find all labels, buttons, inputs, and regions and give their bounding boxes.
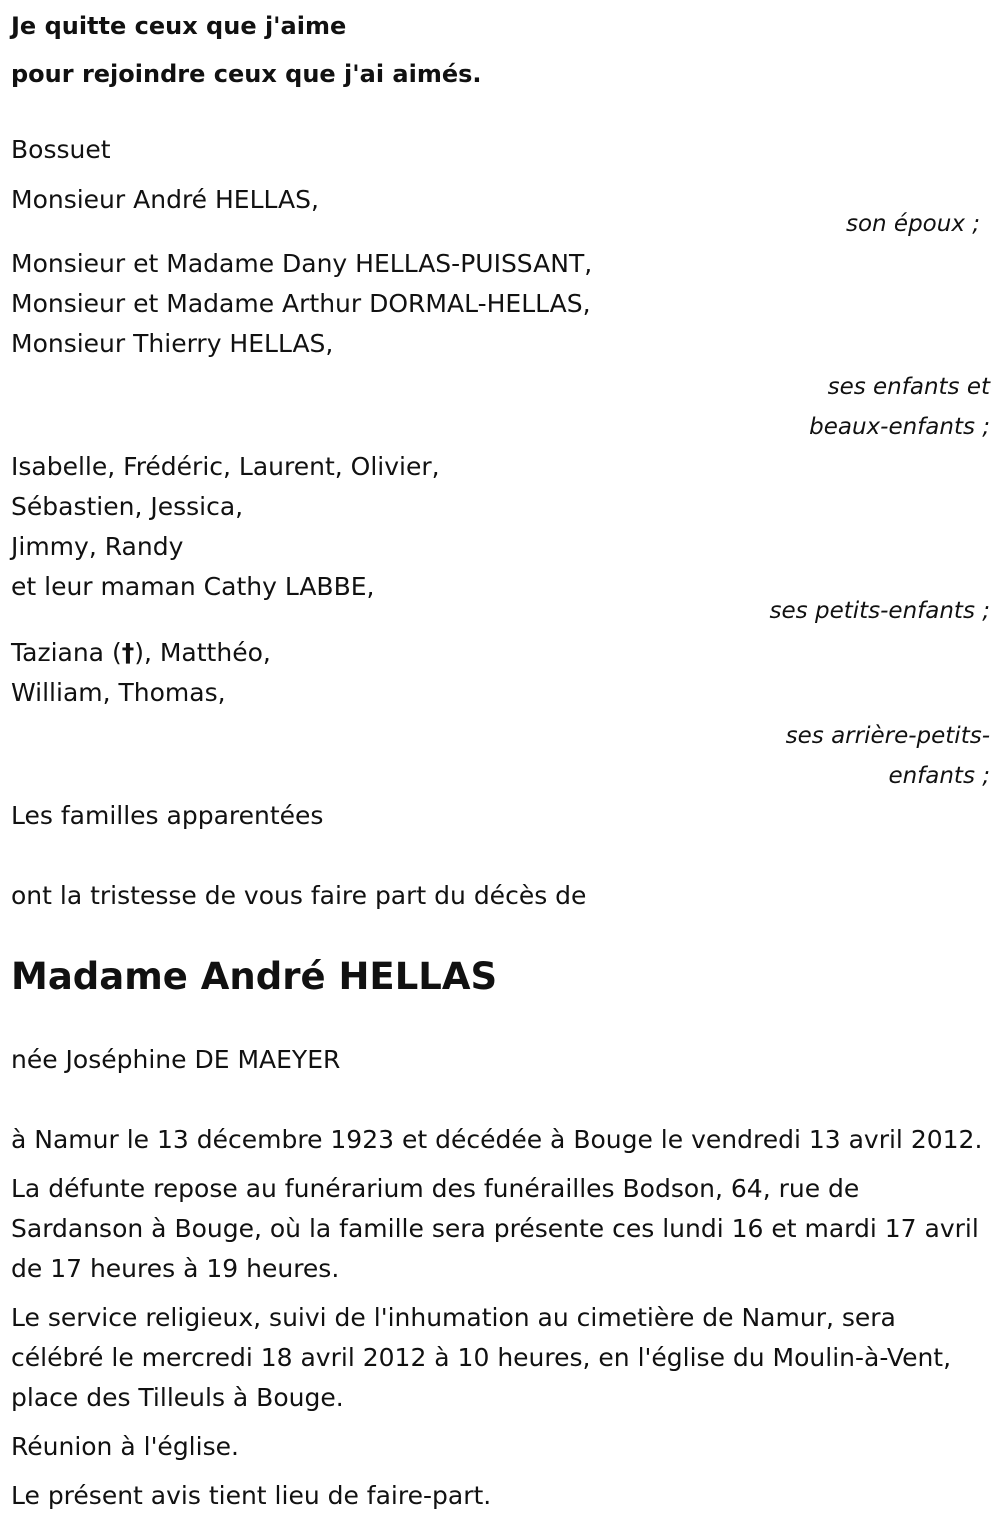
great-grandchild-name: ), Matthéo,: [134, 638, 271, 667]
great-grandchild-name: Taziana (: [11, 638, 122, 667]
epigraph-line-1: Je quitte ceux que j'aime: [11, 12, 347, 40]
great-grandchildren-relation-1: ses arrière-petits-: [785, 723, 990, 749]
children-relation-2: beaux-enfants ;: [809, 414, 990, 440]
grandchild-names: Isabelle, Frédéric, Laurent, Olivier,: [11, 452, 440, 481]
spouse-name: Monsieur André HELLAS,: [11, 185, 319, 214]
children-block: [11, 244, 990, 447]
notice-paragraph: Le présent avis tient lieu de faire-part.: [11, 1481, 492, 1510]
birth-death-paragraph: à Namur le 13 décembre 1923 et décédée à Bouge le vendredi 13 avril 2012.: [11, 1125, 983, 1154]
announcement: ont la tristesse de vous faire part du décès de: [11, 881, 587, 910]
obituary-page: [0, 2, 1000, 1540]
related-families: Les familles apparentées: [11, 801, 324, 830]
great-grandchildren-block: [11, 633, 990, 796]
grandchildren-relation: ses petits-enfants ;: [769, 598, 990, 624]
grandchild-names: Jimmy, Randy: [11, 532, 184, 561]
epigraph: [11, 2, 990, 98]
great-grandchild-names-2: William, Thomas,: [11, 678, 226, 707]
grandchildren-block: [11, 447, 990, 631]
children-relation-1: ses enfants et: [827, 374, 990, 400]
child-name: Monsieur Thierry HELLAS,: [11, 329, 334, 358]
service-paragraph: Le service religieux, suivi de l'inhumation au cimetière de Namur, sera célébré le mercredi 18 avril 2012 à 10 heures, en l'église du Moulin-à-Vent, place des Tilleuls à Bouge.: [11, 1303, 952, 1412]
child-name: Monsieur et Madame Arthur DORMAL-HELLAS,: [11, 289, 591, 318]
epigraph-line-2: pour rejoindre ceux que j'ai aimés.: [11, 60, 482, 88]
spouse-relation: son époux ;: [845, 211, 980, 237]
great-grandchild-names-1: [11, 633, 990, 673]
epigraph-author: Bossuet: [11, 135, 111, 164]
deceased-name: Madame André HELLAS: [11, 955, 498, 998]
birth-name: née Joséphine DE MAEYER: [11, 1045, 341, 1074]
grandchild-names: et leur maman Cathy LABBE,: [11, 572, 375, 601]
grandchild-names: Sébastien, Jessica,: [11, 492, 244, 521]
cross-icon: †: [121, 638, 135, 667]
child-name: Monsieur et Madame Dany HELLAS-PUISSANT,: [11, 249, 593, 278]
reunion-paragraph: Réunion à l'église.: [11, 1432, 239, 1461]
viewing-paragraph: La défunte repose au funérarium des funérailles Bodson, 64, rue de Sardanson à Bouge, où la famille sera présente ces lundi 16 et mardi 17 avril de 17 heures à 19 heures.: [11, 1174, 979, 1283]
spouse-block: [11, 180, 990, 244]
great-grandchildren-relation-2: enfants ;: [888, 763, 990, 789]
